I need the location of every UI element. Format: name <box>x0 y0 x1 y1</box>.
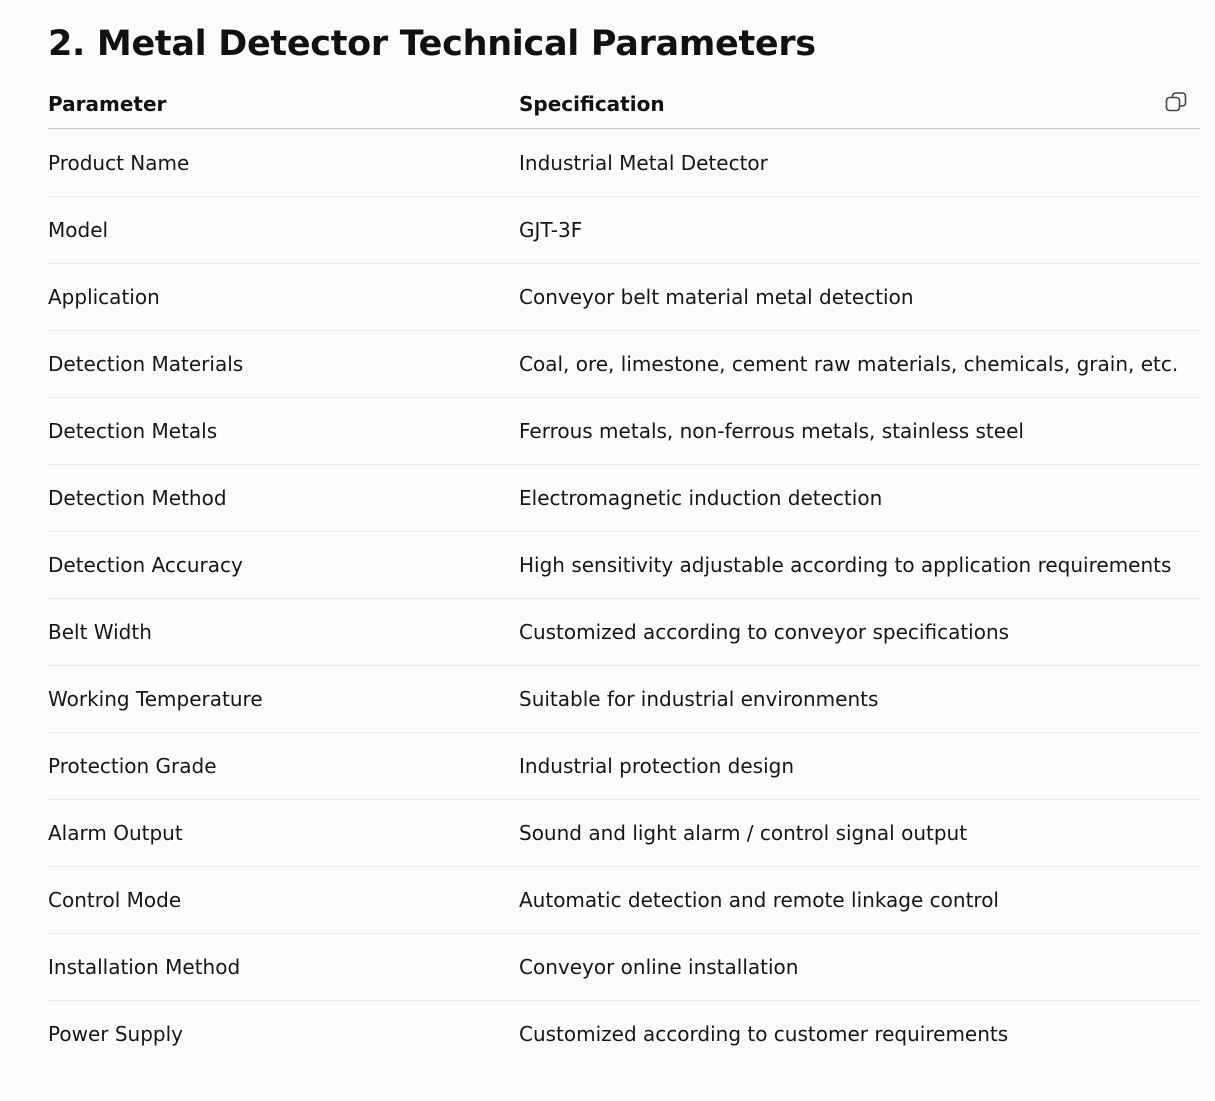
table-row <box>48 599 1200 666</box>
specification-cell: Customized according to conveyor specifications <box>519 599 1200 666</box>
copy-icon <box>1164 90 1188 114</box>
table-row <box>48 129 1200 197</box>
specification-cell: Ferrous metals, non-ferrous metals, stainless steel <box>519 398 1200 465</box>
parameter-cell: Working Temperature <box>48 666 519 733</box>
parameter-cell: Product Name <box>48 129 519 197</box>
parameter-cell: Detection Accuracy <box>48 532 519 599</box>
column-header-specification: Specification <box>519 80 1200 129</box>
specification-cell: Customized according to customer requirements <box>519 1022 1009 1046</box>
parameter-cell: Belt Width <box>48 599 519 666</box>
table-row <box>48 934 1200 1001</box>
specification-cell: Industrial Metal Detector <box>519 129 1200 197</box>
specification-cell: Sound and light alarm / control signal output <box>519 800 1200 867</box>
parameter-cell: Alarm Output <box>48 800 519 867</box>
page-title: 2. Metal Detector Technical Parameters <box>48 24 816 64</box>
table-row <box>48 1001 1200 1068</box>
specification-cell: Automatic detection and remote linkage control <box>519 867 1200 934</box>
specification-cell: Industrial protection design <box>519 733 1200 800</box>
table-body <box>48 129 1200 1068</box>
parameter-cell: Detection Metals <box>48 398 519 465</box>
parameters-table-container <box>48 80 1200 1067</box>
specification-cell: Conveyor online installation <box>519 934 1200 1001</box>
specification-cell: Coal, ore, limestone, cement raw materials, chemicals, grain, etc. <box>519 331 1200 398</box>
table-row <box>48 532 1200 599</box>
parameter-cell: Power Supply <box>48 1022 183 1046</box>
table-row <box>48 465 1200 532</box>
parameter-cell: Detection Materials <box>48 331 519 398</box>
specification-cell: Electromagnetic induction detection <box>519 465 1200 532</box>
copy-table-button[interactable] <box>1162 88 1190 116</box>
table-row <box>48 867 1200 934</box>
specification-cell: High sensitivity adjustable according to application requirements <box>519 532 1200 599</box>
parameter-cell: Installation Method <box>48 934 519 1001</box>
parameter-cell: Model <box>48 197 519 264</box>
specification-cell: Suitable for industrial environments <box>519 666 1200 733</box>
specification-cell: GJT-3F <box>519 197 1200 264</box>
parameter-cell: Control Mode <box>48 867 519 934</box>
specification-cell: Conveyor belt material metal detection <box>519 264 1200 331</box>
table-row <box>48 398 1200 465</box>
parameters-table <box>48 80 1200 1067</box>
table-row <box>48 197 1200 264</box>
parameter-cell: Detection Method <box>48 465 519 532</box>
table-row <box>48 666 1200 733</box>
table-row <box>48 331 1200 398</box>
parameter-cell: Application <box>48 264 519 331</box>
parameter-cell: Protection Grade <box>48 733 519 800</box>
table-row <box>48 264 1200 331</box>
table-row <box>48 800 1200 867</box>
table-row <box>48 733 1200 800</box>
column-header-parameter: Parameter <box>48 80 519 129</box>
table-header-row <box>48 80 1200 129</box>
